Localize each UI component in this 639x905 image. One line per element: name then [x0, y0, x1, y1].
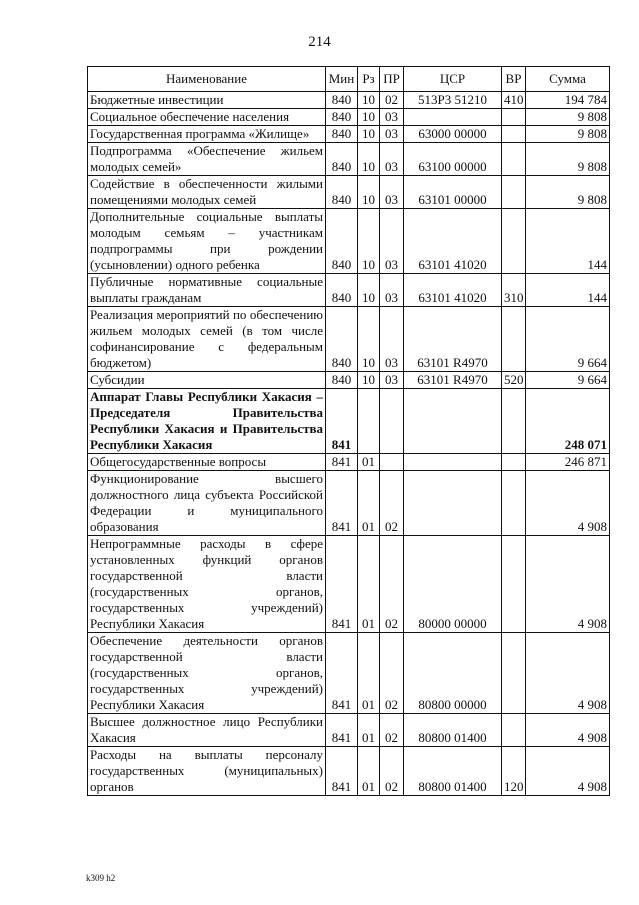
cell-min: 841 — [326, 389, 358, 454]
cell-rz: 01 — [358, 536, 380, 633]
cell-rz: 01 — [358, 747, 380, 796]
cell-rz: 10 — [358, 143, 380, 176]
cell-vr — [502, 471, 526, 536]
cell-pr: 02 — [380, 633, 404, 714]
cell-pr: 02 — [380, 536, 404, 633]
table-row — [88, 274, 610, 307]
cell-rz: 01 — [358, 633, 380, 714]
cell-pr — [380, 389, 404, 454]
cell-min: 840 — [326, 126, 358, 143]
cell-pr: 03 — [380, 126, 404, 143]
cell-sum: 9 664 — [526, 372, 610, 389]
cell-name: Реализация мероприятий по обеспечению жильем молодых семей (в том числе софинансирование с федеральным бюджетом) — [88, 307, 326, 372]
cell-min: 841 — [326, 454, 358, 471]
cell-pr: 02 — [380, 714, 404, 747]
cell-rz: 10 — [358, 176, 380, 209]
cell-sum: 9 808 — [526, 143, 610, 176]
cell-min: 841 — [326, 747, 358, 796]
cell-csr: 63101 R4970 — [404, 372, 502, 389]
cell-sum: 4 908 — [526, 536, 610, 633]
table-row — [88, 747, 610, 796]
cell-vr — [502, 109, 526, 126]
cell-vr — [502, 714, 526, 747]
cell-name: Высшее должностное лицо Республики Хакасия — [88, 714, 326, 747]
cell-csr: 513Р3 51210 — [404, 92, 502, 109]
cell-vr: 310 — [502, 274, 526, 307]
cell-vr — [502, 454, 526, 471]
cell-vr — [502, 209, 526, 274]
page-number: 214 — [308, 34, 331, 50]
cell-sum: 9 664 — [526, 307, 610, 372]
cell-vr — [502, 536, 526, 633]
cell-csr: 63100 00000 — [404, 143, 502, 176]
footer-code: k309 h2 — [86, 873, 116, 883]
header-min: Мин — [326, 67, 358, 92]
cell-rz — [358, 389, 380, 454]
cell-rz: 10 — [358, 209, 380, 274]
cell-rz: 10 — [358, 372, 380, 389]
table-header-row — [88, 67, 610, 92]
cell-sum: 4 908 — [526, 747, 610, 796]
cell-vr: 410 — [502, 92, 526, 109]
table-row — [88, 454, 610, 471]
cell-min: 840 — [326, 209, 358, 274]
cell-min: 840 — [326, 176, 358, 209]
cell-name: Публичные нормативные социальные выплаты гражданам — [88, 274, 326, 307]
table-row — [88, 389, 610, 454]
cell-pr: 03 — [380, 109, 404, 126]
cell-csr — [404, 454, 502, 471]
cell-sum: 248 071 — [526, 389, 610, 454]
table-row — [88, 536, 610, 633]
cell-csr: 63000 00000 — [404, 126, 502, 143]
cell-name: Дополнительные социальные выплаты молодым семьям – участникам подпрограммы при рождении (усыновлении) одного ребенка — [88, 209, 326, 274]
header-csr: ЦСР — [404, 67, 502, 92]
cell-csr: 80800 01400 — [404, 747, 502, 796]
cell-csr — [404, 389, 502, 454]
cell-pr: 03 — [380, 307, 404, 372]
cell-vr: 520 — [502, 372, 526, 389]
cell-min: 840 — [326, 143, 358, 176]
cell-csr: 80800 00000 — [404, 633, 502, 714]
table-row — [88, 372, 610, 389]
cell-min: 840 — [326, 372, 358, 389]
cell-sum: 9 808 — [526, 109, 610, 126]
cell-name: Содействие в обеспеченности жилыми помещениями молодых семей — [88, 176, 326, 209]
cell-csr: 63101 41020 — [404, 209, 502, 274]
table-row — [88, 126, 610, 143]
cell-min: 841 — [326, 536, 358, 633]
table-row — [88, 176, 610, 209]
cell-rz: 10 — [358, 92, 380, 109]
cell-vr: 120 — [502, 747, 526, 796]
cell-sum: 246 871 — [526, 454, 610, 471]
cell-name: Бюджетные инвестиции — [88, 92, 326, 109]
cell-pr — [380, 454, 404, 471]
cell-rz: 10 — [358, 274, 380, 307]
cell-pr: 03 — [380, 209, 404, 274]
cell-pr: 02 — [380, 747, 404, 796]
cell-sum: 4 908 — [526, 471, 610, 536]
cell-csr: 63101 00000 — [404, 176, 502, 209]
cell-rz: 10 — [358, 109, 380, 126]
cell-sum: 4 908 — [526, 714, 610, 747]
cell-pr: 03 — [380, 274, 404, 307]
cell-vr — [502, 126, 526, 143]
cell-min: 840 — [326, 307, 358, 372]
cell-vr — [502, 176, 526, 209]
cell-csr: 80800 01400 — [404, 714, 502, 747]
table-row — [88, 714, 610, 747]
cell-min: 841 — [326, 714, 358, 747]
cell-min: 841 — [326, 633, 358, 714]
budget-table — [87, 66, 610, 796]
cell-name: Обеспечение деятельности органов государственной власти (государственных органов, государственных учреждений) Республики Хакасия — [88, 633, 326, 714]
header-pr: ПР — [380, 67, 404, 92]
cell-rz: 10 — [358, 307, 380, 372]
cell-name: Субсидии — [88, 372, 326, 389]
cell-min: 841 — [326, 471, 358, 536]
cell-name: Государственная программа «Жилище» — [88, 126, 326, 143]
cell-rz: 10 — [358, 126, 380, 143]
cell-csr — [404, 109, 502, 126]
cell-pr: 03 — [380, 176, 404, 209]
cell-sum: 9 808 — [526, 126, 610, 143]
cell-pr: 03 — [380, 143, 404, 176]
cell-sum: 144 — [526, 274, 610, 307]
cell-csr — [404, 471, 502, 536]
header-rz: Рз — [358, 67, 380, 92]
table-row — [88, 143, 610, 176]
header-name: Наименование — [88, 67, 326, 92]
cell-vr — [502, 633, 526, 714]
cell-name: Непрограммные расходы в сфере установленных функций органов государственной власти (государственных органов, государственных учреждений) Республики Хакасия — [88, 536, 326, 633]
cell-name: Общегосударственные вопросы — [88, 454, 326, 471]
cell-pr: 02 — [380, 92, 404, 109]
cell-csr: 63101 R4970 — [404, 307, 502, 372]
cell-name: Аппарат Главы Республики Хакасия – Председателя Правительства Республики Хакасия и Правительства Республики Хакасия — [88, 389, 326, 454]
cell-vr — [502, 143, 526, 176]
table-row — [88, 307, 610, 372]
cell-name: Подпрограмма «Обеспечение жильем молодых семей» — [88, 143, 326, 176]
cell-csr: 80000 00000 — [404, 536, 502, 633]
cell-name: Расходы на выплаты персоналу государственных (муниципальных) органов — [88, 747, 326, 796]
table-row — [88, 92, 610, 109]
header-sum: Сумма — [526, 67, 610, 92]
header-vr: ВР — [502, 67, 526, 92]
cell-pr: 03 — [380, 372, 404, 389]
cell-min: 840 — [326, 92, 358, 109]
cell-name: Функционирование высшего должностного лица субъекта Российской Федерации и муниципального образования — [88, 471, 326, 536]
cell-pr: 02 — [380, 471, 404, 536]
cell-rz: 01 — [358, 714, 380, 747]
cell-sum: 194 784 — [526, 92, 610, 109]
cell-rz: 01 — [358, 471, 380, 536]
cell-vr — [502, 307, 526, 372]
table-row — [88, 471, 610, 536]
cell-min: 840 — [326, 109, 358, 126]
cell-sum: 9 808 — [526, 176, 610, 209]
cell-vr — [502, 389, 526, 454]
cell-rz: 01 — [358, 454, 380, 471]
cell-sum: 144 — [526, 209, 610, 274]
table-row — [88, 633, 610, 714]
cell-csr: 63101 41020 — [404, 274, 502, 307]
cell-sum: 4 908 — [526, 633, 610, 714]
table-row — [88, 209, 610, 274]
cell-min: 840 — [326, 274, 358, 307]
cell-name: Социальное обеспечение населения — [88, 109, 326, 126]
table-row — [88, 109, 610, 126]
